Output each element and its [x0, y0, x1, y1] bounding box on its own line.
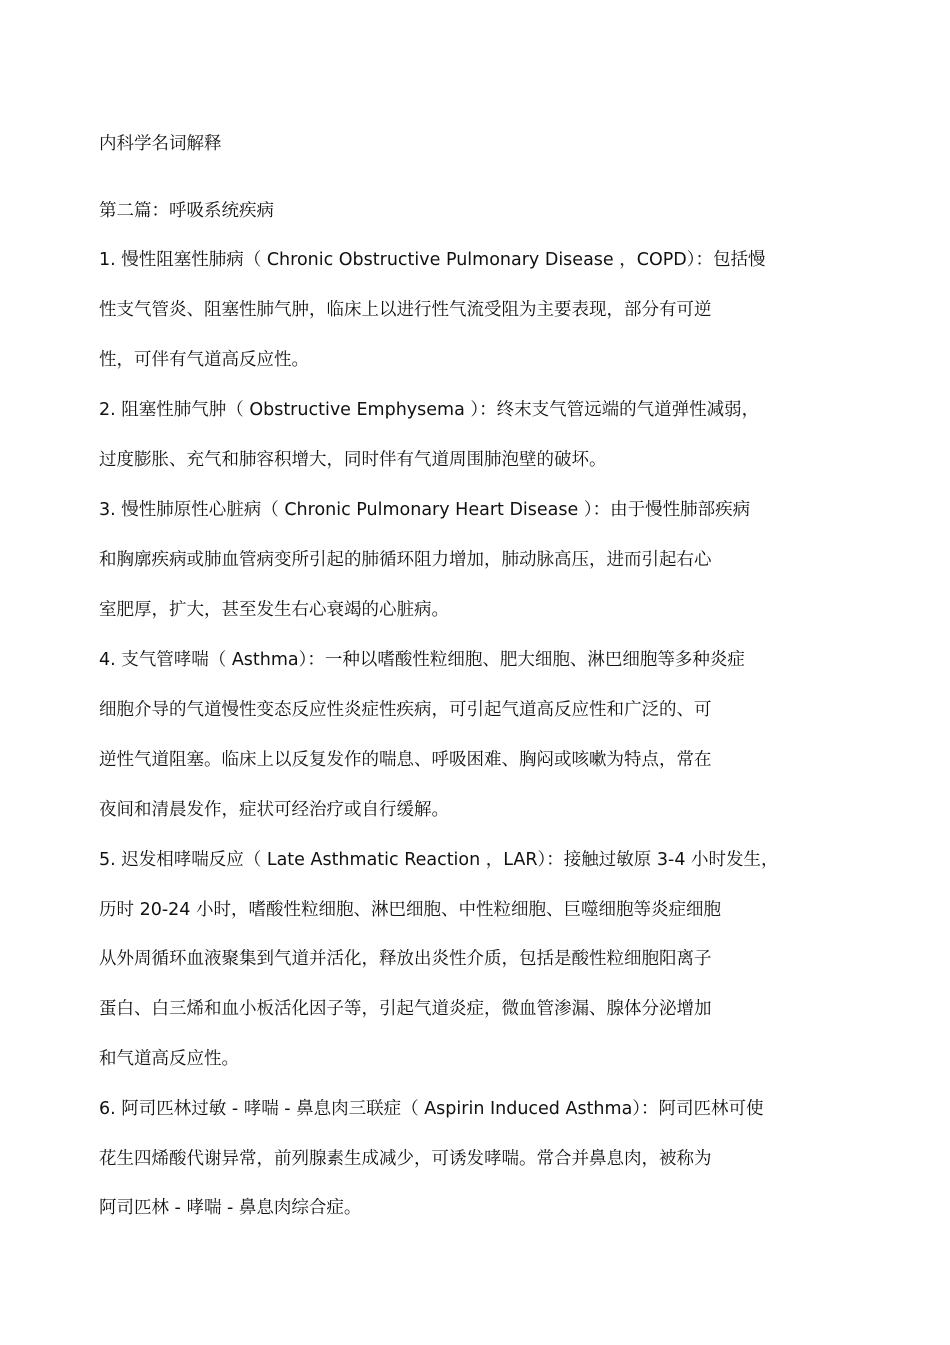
entry-line: 历时 20-24 小时，嗜酸性粒细胞、淋巴细胞、中性粒细胞、巨噬细胞等炎症细胞 [99, 900, 721, 920]
entry-line: 过度膨胀、充气和肺容积增大，同时伴有气道周围肺泡壁的破坏。 [99, 450, 607, 470]
entry-line: 花生四烯酸代谢异常，前列腺素生成减少，可诱发哮喘。常合并鼻息肉，被称为 [99, 1149, 712, 1169]
document-title: 内科学名词解释 [99, 134, 222, 154]
entry-line: 细胞介导的气道慢性变态反应性炎症性疾病，可引起气道高反应性和广泛的、可 [99, 700, 712, 720]
entry-line: 6. 阿司匹林过敏 - 哮喘 - 鼻息肉三联症（ Aspirin Induced Asthma）：阿司匹林可使 [99, 1099, 764, 1119]
entry-line: 4. 支气管哮喘（ Asthma）：一种以嗜酸性粒细胞、肥大细胞、淋巴细胞等多种炎症 [99, 650, 745, 670]
entry-line: 性，可伴有气道高反应性。 [99, 350, 309, 370]
entry-line: 阿司匹林 - 哮喘 - 鼻息肉综合症。 [99, 1198, 362, 1218]
section-heading: 第二篇：呼吸系统疾病 [99, 201, 274, 221]
entry-line: 性支气管炎、阻塞性肺气肿，临床上以进行性气流受阻为主要表现，部分有可逆 [99, 300, 712, 320]
entry-line: 逆性气道阻塞。临床上以反复发作的喘息、呼吸困难、胸闷或咳嗽为特点，常在 [99, 750, 712, 770]
entry-line: 5. 迟发相哮喘反应（ Late Asthmatic Reaction ，LAR）：接触过敏原 3-4 小时发生， [99, 850, 779, 870]
entry-line: 夜间和清晨发作，症状可经治疗或自行缓解。 [99, 800, 449, 820]
entry-line: 蛋白、白三烯和血小板活化因子等，引起气道炎症，微血管渗漏、腺体分泌增加 [99, 999, 712, 1019]
entry-line: 和胸廓疾病或肺血管病变所引起的肺循环阻力增加，肺动脉高压，进而引起右心 [99, 550, 712, 570]
entry-line: 从外周循环血液聚集到气道并活化，释放出炎性介质，包括是酸性粒细胞阳离子 [99, 949, 712, 969]
entry-line: 3. 慢性肺原性心脏病（ Chronic Pulmonary Heart Disease ）：由于慢性肺部疾病 [99, 500, 751, 520]
entry-line: 2. 阻塞性肺气肿（ Obstructive Emphysema ）：终末支气管远端的气道弹性减弱， [99, 400, 760, 420]
entry-line: 1. 慢性阻塞性肺病（ Chronic Obstructive Pulmonary Disease ，COPD）：包括慢 [99, 250, 766, 270]
entry-line: 和气道高反应性。 [99, 1049, 239, 1069]
entry-line: 室肥厚，扩大，甚至发生右心衰竭的心脏病。 [99, 600, 449, 620]
